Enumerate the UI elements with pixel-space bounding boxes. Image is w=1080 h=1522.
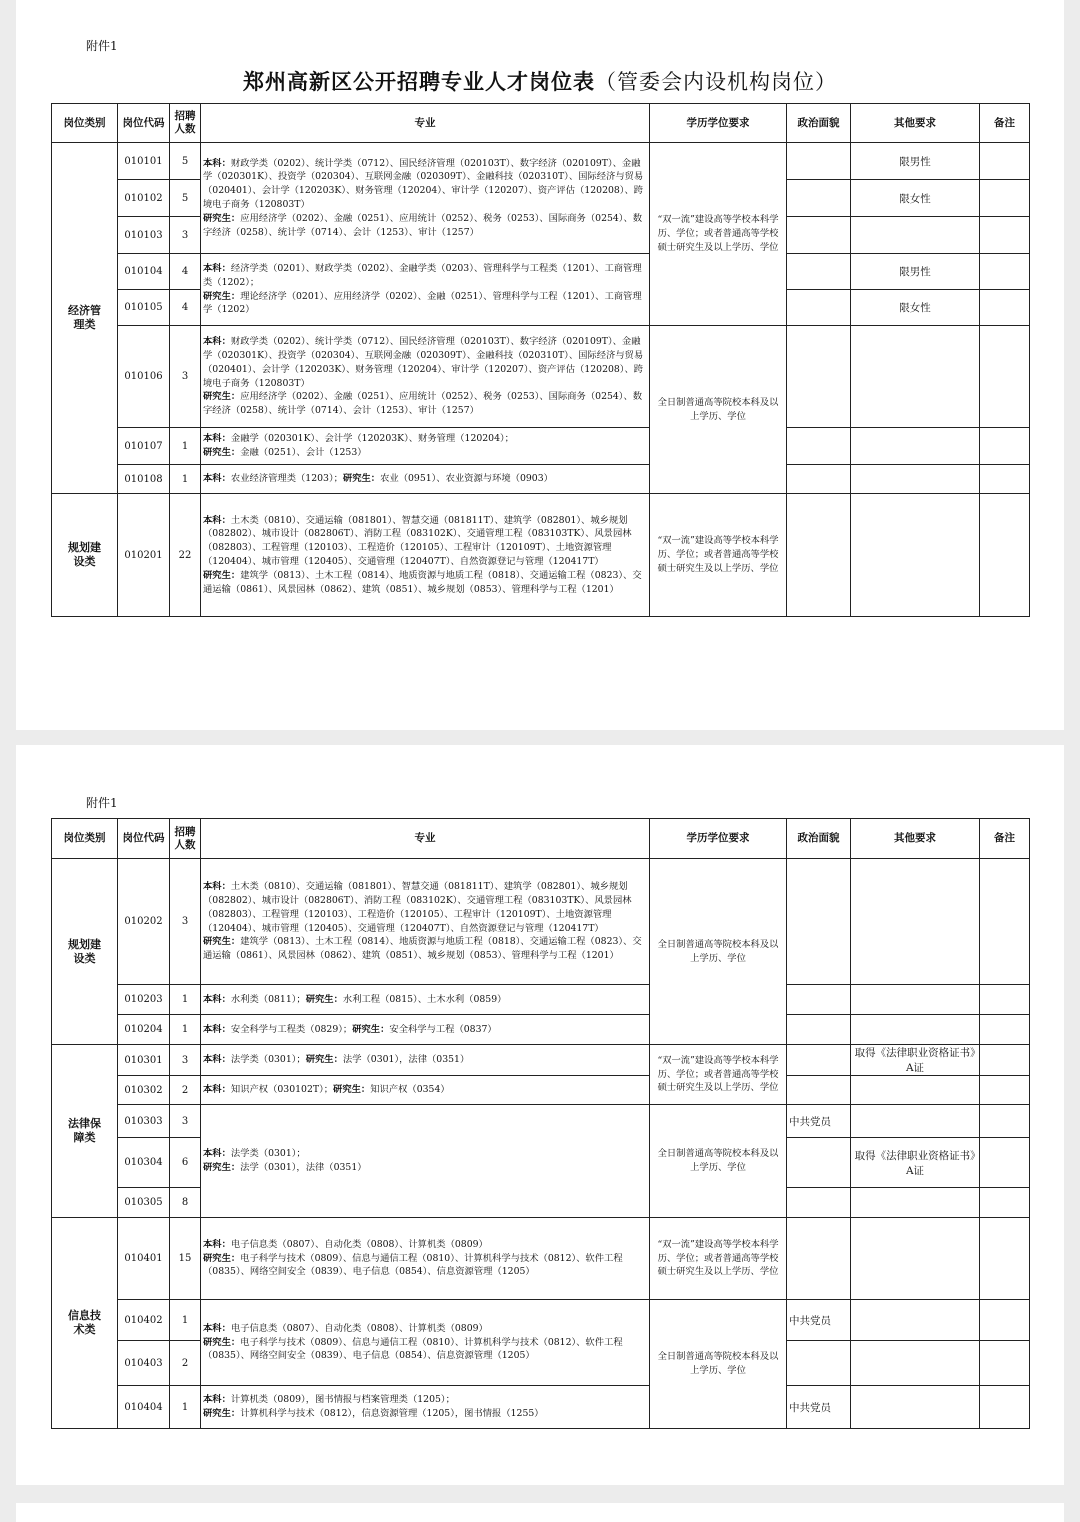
undergrad-label: 本科： <box>203 433 231 445</box>
education-req: “双一流”建设高等学校本科学历、学位；或者普通高等学校硕士研究生及以上学历、学位 <box>650 143 787 326</box>
remark-cell <box>980 1188 1030 1218</box>
political-cell <box>787 290 851 326</box>
major-cell <box>201 428 650 465</box>
header-other: 其他要求 <box>851 819 980 859</box>
graduate-label: 研究生： <box>333 1084 371 1096</box>
graduate-label: 研究生： <box>352 1023 390 1035</box>
table-row <box>52 1218 1030 1300</box>
undergrad-label: 本科： <box>203 1322 231 1334</box>
other-req <box>851 1015 980 1045</box>
position-count: 1 <box>170 1300 201 1341</box>
undergrad-label: 本科： <box>203 473 231 485</box>
political-cell: 中共党员 <box>787 1105 851 1138</box>
remark-cell <box>980 326 1030 428</box>
political-cell <box>787 180 851 217</box>
other-req <box>851 494 980 617</box>
position-code: 010401 <box>118 1218 170 1300</box>
political-cell <box>787 465 851 494</box>
other-req <box>851 1341 980 1386</box>
category-plan: 规划建设类 <box>52 494 118 617</box>
remark-cell <box>980 1138 1030 1188</box>
graduate-majors: 电子科学与技术（0809）、信息与通信工程（0810）、计算机科学与技术（0812）、软件工程（0835）、网络空间安全（0839）、电子信息（0854）、信息资源管理（1205） <box>203 1252 623 1278</box>
other-req <box>851 217 980 254</box>
category-it: 信息技术类 <box>52 1218 118 1429</box>
table-row <box>52 1300 1030 1341</box>
position-code: 010403 <box>118 1341 170 1386</box>
graduate-label: 研究生： <box>342 473 381 485</box>
political-cell <box>787 1076 851 1105</box>
other-req <box>851 859 980 985</box>
major-cell <box>201 254 650 326</box>
graduate-label: 研究生： <box>305 993 343 1005</box>
position-count: 4 <box>170 290 201 326</box>
undergrad-majors: 财政学类（0202）、统计学类（0712）、国民经济管理（020103T）、数字经济（020109T）、金融学（020301K）、投资学（020304）、互联网金融（020309T）、金融科技（020310T）、国际经济与贸易（020401）、会计学（120203K）、财务管理（120204）、审计学（120207）、资产评估（120208）、跨境电子商务（120803T） <box>203 336 644 389</box>
position-count: 1 <box>170 985 201 1015</box>
political-cell <box>787 1045 851 1076</box>
undergrad-majors: 计算机类（0809），图书情报与档案管理类（1205）； <box>230 1394 455 1406</box>
position-code: 010201 <box>118 494 170 617</box>
attachment-label: 附件1 <box>86 39 118 53</box>
political-cell <box>787 326 851 428</box>
header-major: 专业 <box>201 819 650 859</box>
political-cell <box>787 1218 851 1300</box>
document-page-2 <box>16 745 1064 1485</box>
other-req <box>851 326 980 428</box>
other-req: 限女性 <box>851 290 980 326</box>
graduate-majors: 法学（0301），法律（0351） <box>240 1162 367 1173</box>
graduate-label: 研究生： <box>203 290 241 302</box>
other-req <box>851 1218 980 1300</box>
position-count: 1 <box>170 1015 201 1045</box>
position-count: 3 <box>170 1045 201 1076</box>
position-code: 010402 <box>118 1300 170 1341</box>
other-req <box>851 985 980 1015</box>
major-cell <box>201 1218 650 1300</box>
position-count: 3 <box>170 217 201 254</box>
remark-cell <box>980 465 1030 494</box>
graduate-majors: 水利工程（0815）、土木水利（0859） <box>342 993 507 1005</box>
graduate-label: 研究生： <box>203 1252 241 1264</box>
graduate-majors: 建筑学（0813）、土木工程（0814）、地质资源与地质工程（0818）、交通运输工程（0823）、交通运输（0861）、风景园林（0862）、建筑（0851）、城乡规划（0853）、管理科学与工程（1201） <box>203 936 642 962</box>
political-cell <box>787 1341 851 1386</box>
graduate-label: 研究生： <box>203 936 241 948</box>
major-cell <box>201 1015 650 1045</box>
position-count: 22 <box>170 494 201 617</box>
header-category: 岗位类别 <box>52 819 118 859</box>
other-req <box>851 1105 980 1138</box>
position-code: 010107 <box>118 428 170 465</box>
remark-cell <box>980 217 1030 254</box>
major-cell <box>201 1386 650 1429</box>
document-title <box>16 66 1064 96</box>
undergrad-majors: 法学类（0301）； <box>230 1148 306 1160</box>
remark-cell <box>980 1386 1030 1429</box>
header-remark: 备注 <box>980 104 1030 143</box>
political-cell <box>787 254 851 290</box>
header-education: 学历学位要求 <box>650 819 787 859</box>
table-row <box>52 1045 1030 1076</box>
position-count: 5 <box>170 143 201 180</box>
graduate-label: 研究生： <box>203 447 241 458</box>
remark-cell <box>980 985 1030 1015</box>
political-cell <box>787 859 851 985</box>
position-code: 010203 <box>118 985 170 1015</box>
education-req: 全日制普通高等院校本科及以上学历、学位 <box>650 1105 787 1218</box>
table-row <box>52 1076 1030 1105</box>
remark-cell <box>980 180 1030 217</box>
education-req: 全日制普通高等院校本科及以上学历、学位 <box>650 859 787 1045</box>
graduate-label: 研究生： <box>203 1162 241 1173</box>
graduate-majors: 建筑学（0813）、土木工程（0814）、地质资源与地质工程（0818）、交通运输工程（0823）、交通运输（0861）、风景园林（0862）、建筑（0851）、城乡规划（0853）、管理科学与工程（1201） <box>203 569 642 595</box>
graduate-majors: 农业（0951）、农业资源与环境（0903） <box>380 473 553 485</box>
document-title-sub: （管委会内设机构岗位） <box>595 70 837 94</box>
education-req: “双一流”建设高等学校本科学历、学位；或者普通高等学校硕士研究生及以上学历、学位 <box>650 1045 787 1105</box>
education-req: 全日制普通高等院校本科及以上学历、学位 <box>650 326 787 494</box>
position-count: 3 <box>170 859 201 985</box>
other-req: 取得《法律职业资格证书》A证 <box>851 1138 980 1188</box>
position-code: 010303 <box>118 1105 170 1138</box>
graduate-label: 研究生： <box>203 1336 241 1348</box>
graduate-majors: 应用经济学（0202）、金融（0251）、应用统计（0252）、税务（0253）、国际商务（0254）、数字经济（0258）、统计学（0714）、会计（1253）、审计（1257） <box>203 212 643 238</box>
undergrad-majors: 电子信息类（0807）、自动化类（0808）、计算机类（0809） <box>230 1238 488 1250</box>
undergrad-label: 本科： <box>203 336 231 348</box>
undergrad-label: 本科： <box>203 993 231 1005</box>
position-count: 8 <box>170 1188 201 1218</box>
remark-cell <box>980 1045 1030 1076</box>
position-count: 1 <box>170 428 201 465</box>
table-row <box>52 1015 1030 1045</box>
remark-cell <box>980 143 1030 180</box>
undergrad-majors: 法学类（0301）； <box>230 1054 306 1066</box>
remark-cell <box>980 859 1030 985</box>
graduate-majors: 金融（0251）、会计（1253） <box>240 447 367 458</box>
table-row <box>52 1105 1030 1138</box>
position-count: 3 <box>170 1105 201 1138</box>
position-count: 2 <box>170 1341 201 1386</box>
major-cell <box>201 1076 650 1105</box>
graduate-majors: 知识产权（0354） <box>370 1084 450 1096</box>
table-row <box>52 465 1030 494</box>
undergrad-label: 本科： <box>203 262 231 274</box>
undergrad-label: 本科： <box>203 1148 231 1160</box>
undergrad-majors: 水利类（0811）； <box>230 993 306 1005</box>
political-cell <box>787 494 851 617</box>
major-cell <box>201 494 650 617</box>
major-cell <box>201 1105 650 1218</box>
other-req <box>851 1188 980 1218</box>
position-code: 010104 <box>118 254 170 290</box>
political-cell <box>787 143 851 180</box>
position-code: 010106 <box>118 326 170 428</box>
graduate-label: 研究生： <box>203 1408 241 1419</box>
position-code: 010108 <box>118 465 170 494</box>
table-row <box>52 494 1030 617</box>
remark-cell <box>980 1300 1030 1341</box>
positions-table-2 <box>51 818 1030 1429</box>
major-cell <box>201 859 650 985</box>
graduate-label: 研究生： <box>305 1054 343 1066</box>
position-code: 010202 <box>118 859 170 985</box>
undergrad-label: 本科： <box>203 1394 231 1406</box>
other-req <box>851 1300 980 1341</box>
position-code: 010103 <box>118 217 170 254</box>
header-education: 学历学位要求 <box>650 104 787 143</box>
positions-table-1 <box>51 103 1030 617</box>
position-code: 010105 <box>118 290 170 326</box>
major-cell <box>201 465 650 494</box>
category-law: 法律保障类 <box>52 1045 118 1218</box>
graduate-majors: 安全科学与工程（0837） <box>389 1023 497 1035</box>
other-req <box>851 465 980 494</box>
other-req <box>851 1386 980 1429</box>
table-row <box>52 985 1030 1015</box>
other-req: 限男性 <box>851 143 980 180</box>
undergrad-label: 本科： <box>203 1084 231 1096</box>
education-req: “双一流”建设高等学校本科学历、学位；或者普通高等学校硕士研究生及以上学历、学位 <box>650 1218 787 1300</box>
graduate-majors: 理论经济学（0201）、应用经济学（0202）、金融（0251）、管理科学与工程（1201）、工商管理学（1202） <box>203 290 642 316</box>
political-cell <box>787 1138 851 1188</box>
table-row <box>52 1386 1030 1429</box>
graduate-majors: 计算机科学与技术（0812），信息资源管理（1205），图书情报（1255） <box>240 1408 544 1419</box>
education-req: 全日制普通高等院校本科及以上学历、学位 <box>650 1300 787 1429</box>
undergrad-majors: 土木类（0810）、交通运输（081801）、智慧交通（081811T）、建筑学（082801）、城乡规划（082802）、城市设计（082806T）、消防工程（083102K）、交通管理工程（083103TK）、风景园林（082803）、工程管理（120103）、工程造价（120105）、工程审计（120109T）、土地资源管理（120404）、城市管理（120405）、交通管理（120407T）、自然资源登记与管理（120417T） <box>203 881 632 934</box>
table-row <box>52 428 1030 465</box>
major-cell <box>201 985 650 1015</box>
education-req: “双一流”建设高等学校本科学历、学位；或者普通高等学校硕士研究生及以上学历、学位 <box>650 494 787 617</box>
undergrad-label: 本科： <box>203 1023 231 1035</box>
position-code: 010204 <box>118 1015 170 1045</box>
position-count: 3 <box>170 326 201 428</box>
category-econ: 经济管理类 <box>52 143 118 494</box>
remark-cell <box>980 1076 1030 1105</box>
attachment-label: 附件1 <box>86 796 118 810</box>
document-title-main: 郑州高新区公开招聘专业人才岗位表 <box>243 69 595 94</box>
remark-cell <box>980 1015 1030 1045</box>
header-row <box>52 819 1030 859</box>
undergrad-majors: 经济学类（0201）、财政学类（0202）、金融学类（0203）、管理科学与工程类（1201）、工商管理类（1202）； <box>203 262 642 288</box>
political-cell <box>787 217 851 254</box>
header-political: 政治面貌 <box>787 104 851 143</box>
other-req <box>851 428 980 465</box>
document-page-1 <box>16 0 1064 730</box>
position-code: 010102 <box>118 180 170 217</box>
major-cell <box>201 143 650 254</box>
position-count: 1 <box>170 465 201 494</box>
remark-cell <box>980 494 1030 617</box>
undergrad-majors: 电子信息类（0807）、自动化类（0808）、计算机类（0809） <box>230 1322 488 1334</box>
table-row <box>52 326 1030 428</box>
header-remark: 备注 <box>980 819 1030 859</box>
header-count: 招聘人数 <box>170 104 201 143</box>
remark-cell <box>980 428 1030 465</box>
position-code: 010302 <box>118 1076 170 1105</box>
header-code: 岗位代码 <box>118 104 170 143</box>
header-political: 政治面貌 <box>787 819 851 859</box>
undergrad-label: 本科： <box>203 514 231 526</box>
political-cell: 中共党员 <box>787 1386 851 1429</box>
document-page-3 <box>16 1503 1064 1522</box>
position-code: 010404 <box>118 1386 170 1429</box>
graduate-majors: 电子科学与技术（0809）、信息与通信工程（0810）、计算机科学与技术（0812）、软件工程（0835）、网络空间安全（0839）、电子信息（0854）、信息资源管理（1205） <box>203 1336 623 1362</box>
major-cell <box>201 1045 650 1076</box>
undergrad-majors: 金融学（020301K）、会计学（120203K）、财务管理（120204）； <box>230 433 514 445</box>
political-cell: 中共党员 <box>787 1300 851 1341</box>
political-cell <box>787 1188 851 1218</box>
table-row <box>52 143 1030 180</box>
undergrad-majors: 知识产权（030102T）； <box>230 1084 334 1096</box>
undergrad-label: 本科： <box>203 157 231 169</box>
other-req <box>851 1076 980 1105</box>
graduate-label: 研究生： <box>203 569 241 581</box>
position-count: 4 <box>170 254 201 290</box>
political-cell <box>787 1015 851 1045</box>
category-plan: 规划建设类 <box>52 859 118 1045</box>
position-code: 010301 <box>118 1045 170 1076</box>
header-code: 岗位代码 <box>118 819 170 859</box>
header-count: 招聘人数 <box>170 819 201 859</box>
remark-cell <box>980 1341 1030 1386</box>
position-count: 2 <box>170 1076 201 1105</box>
position-count: 6 <box>170 1138 201 1188</box>
undergrad-majors: 农业经济管理类（1203）； <box>230 473 343 485</box>
graduate-majors: 应用经济学（0202）、金融（0251）、应用统计（0252）、税务（0253）、国际商务（0254）、数字经济（0258）、统计学（0714）、会计（1253）、审计（1257） <box>203 391 643 417</box>
position-code: 010304 <box>118 1138 170 1188</box>
table-row <box>52 859 1030 985</box>
position-count: 15 <box>170 1218 201 1300</box>
position-count: 5 <box>170 180 201 217</box>
undergrad-majors: 土木类（0810）、交通运输（081801）、智慧交通（081811T）、建筑学（082801）、城乡规划（082802）、城市设计（082806T）、消防工程（083102K）、交通管理工程（083103TK）、风景园林（082803）、工程管理（120103）、工程造价（120105）、工程审计（120109T）、土地资源管理（120404）、城市管理（120405）、交通管理（120407T）、自然资源登记与管理（120417T） <box>203 514 632 567</box>
position-count: 1 <box>170 1386 201 1429</box>
header-other: 其他要求 <box>851 104 980 143</box>
remark-cell <box>980 1105 1030 1138</box>
undergrad-label: 本科： <box>203 1238 231 1250</box>
major-cell <box>201 1300 650 1386</box>
undergrad-label: 本科： <box>203 881 231 893</box>
graduate-label: 研究生： <box>203 391 241 403</box>
remark-cell <box>980 254 1030 290</box>
table-row <box>52 254 1030 290</box>
undergrad-majors: 财政学类（0202）、统计学类（0712）、国民经济管理（020103T）、数字经济（020109T）、金融学（020301K）、投资学（020304）、互联网金融（020309T）、金融科技（020310T）、国际经济与贸易（020401）、会计学（120203K）、财务管理（120204）、审计学（120207）、资产评估（120208）、跨境电子商务（120803T） <box>203 157 644 210</box>
other-req: 限男性 <box>851 254 980 290</box>
remark-cell <box>980 290 1030 326</box>
undergrad-label: 本科： <box>203 1054 231 1066</box>
header-category: 岗位类别 <box>52 104 118 143</box>
header-major: 专业 <box>201 104 650 143</box>
other-req: 限女性 <box>851 180 980 217</box>
graduate-majors: 法学（0301），法律（0351） <box>342 1054 470 1066</box>
other-req: 取得《法律职业资格证书》A证 <box>851 1045 980 1076</box>
political-cell <box>787 428 851 465</box>
major-cell <box>201 326 650 428</box>
graduate-label: 研究生： <box>203 212 241 224</box>
undergrad-majors: 安全科学与工程类（0829）； <box>230 1023 353 1035</box>
political-cell <box>787 985 851 1015</box>
remark-cell <box>980 1218 1030 1300</box>
position-code: 010305 <box>118 1188 170 1218</box>
position-code: 010101 <box>118 143 170 180</box>
header-row <box>52 104 1030 143</box>
